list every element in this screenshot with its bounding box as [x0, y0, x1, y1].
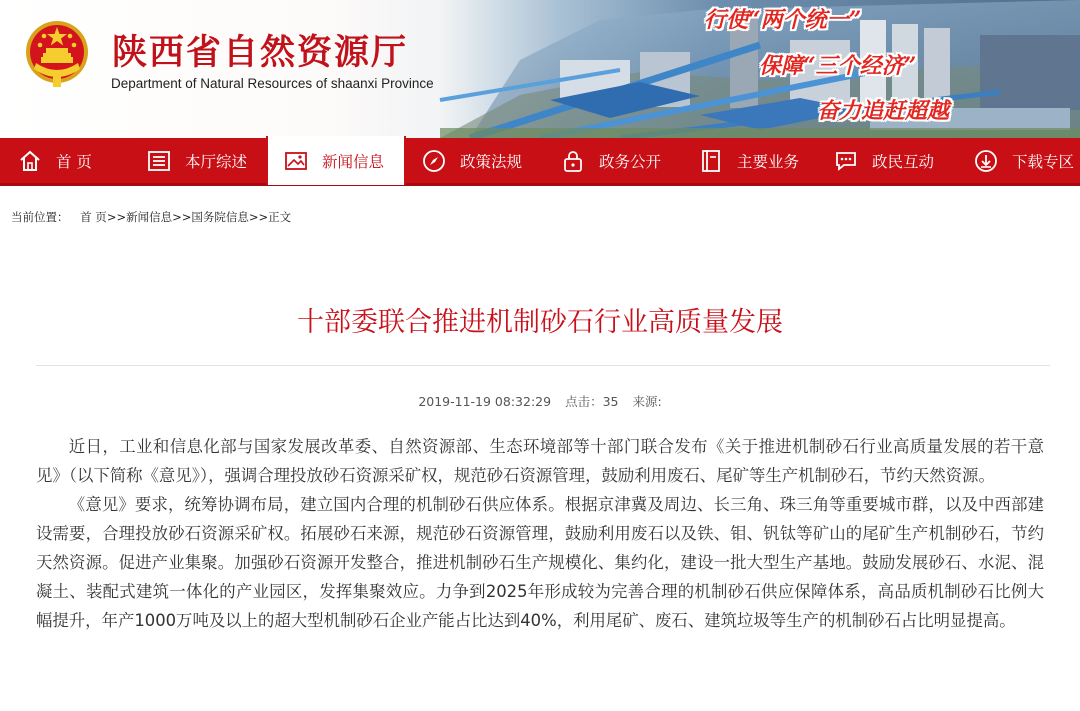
site-subtitle: Department of Natural Resources of shaanxi Province [111, 76, 434, 91]
nav-label-policy: 政策法规 [460, 152, 523, 171]
nav-item-home[interactable] [18, 138, 92, 183]
list-icon [147, 149, 171, 173]
nav-label-overview: 本厅综述 [185, 152, 248, 171]
download-icon [974, 149, 998, 173]
nav-label-news: 新闻信息 [322, 152, 385, 171]
breadcrumb-news-link[interactable]: 新闻信息 [126, 210, 173, 224]
article-paragraph: 《意见》要求，统筹协调布局，建立国内合理的机制砂石供应体系。根据京津冀及周边、长三角、珠三角等重要城市群，以及中西部建设需要，合理投放砂石资源采矿权。拓展砂石来源，规范砂石资源管理，鼓励利用废石以及铁、钼、钒钛等矿山的尾矿生产机制砂石，节约天然资源。促进产业集聚。加强砂石资源开发整合，推进机制砂石生产规模化、集约化，建设一批大型生产基地。鼓励发展砂石、水泥、混凝土、装配式建筑一体化的产业园区，发挥集聚效应。力争到2025年形成较为完善合理的机制砂石供应保障体系，高品质机制砂石比例大幅提升，年产1000万吨及以上的超大型机制砂石企业产能占比达到40%，利用尾矿、废石、建筑垃圾等生产的机制砂石占比明显提高。 [36, 495, 1044, 630]
article-meta [0, 392, 1080, 410]
slogan-line-3: 奋力追赶超越 [817, 98, 950, 124]
nav-item-overview[interactable] [147, 138, 247, 183]
title-divider [36, 365, 1050, 366]
breadcrumb-separator: >> [172, 210, 192, 224]
site-header [0, 0, 1080, 138]
clicks-count: 35 [602, 394, 619, 409]
article-paragraph: 近日，工业和信息化部与国家发展改革委、自然资源部、生态环境部等十部门联合发布《关于推进机制砂石行业高质量发展的若干意见》（以下简称《意见》），强调合理投放砂石资源采矿权，规范砂石资源管理，鼓励利用废石、尾矿等生产机制砂石，节约天然资源。 [36, 437, 1044, 485]
article-clicks [565, 394, 618, 409]
nav-label-business: 主要业务 [737, 152, 800, 171]
slogan-line-1: 行使“两个统一” [704, 7, 862, 33]
compass-icon [422, 149, 446, 173]
breadcrumb-state-council-link[interactable]: 国务院信息 [191, 210, 249, 224]
article-date: 2019-11-19 08:32:29 [418, 394, 552, 409]
book-icon [699, 149, 723, 173]
nav-label-home: 首 页 [56, 152, 92, 171]
slogan-line-2: 保障“三个经济” [759, 53, 917, 79]
main-navigation [0, 138, 1080, 186]
nav-label-gov-affairs: 政务公开 [599, 152, 662, 171]
article-title: 十部委联合推进机制砂石行业高质量发展 [297, 307, 783, 338]
site-title: 陕西省自然资源厅 [112, 33, 409, 73]
chat-icon [834, 149, 858, 173]
nav-item-gov-affairs[interactable] [561, 138, 661, 183]
nav-item-interaction[interactable] [834, 138, 934, 183]
nav-label-download: 下载专区 [1012, 152, 1075, 171]
nav-item-download[interactable] [974, 138, 1074, 183]
home-icon [18, 149, 42, 173]
breadcrumb-separator: >> [106, 210, 127, 224]
breadcrumb [11, 209, 291, 225]
breadcrumb-current: 正文 [268, 210, 292, 224]
nav-item-policy[interactable] [422, 138, 522, 183]
national-emblem-icon [24, 19, 90, 89]
article-body [36, 432, 1044, 635]
lock-icon [561, 149, 585, 173]
breadcrumb-separator: >> [248, 210, 269, 224]
image-icon [284, 149, 308, 173]
article-source-label: 来源: [632, 394, 662, 409]
clicks-label: 点击： [565, 394, 603, 409]
nav-label-interaction: 政民互动 [872, 152, 935, 171]
breadcrumb-prefix: 当前位置： [11, 210, 69, 224]
nav-item-business[interactable] [699, 138, 799, 183]
nav-item-news[interactable] [266, 136, 406, 185]
breadcrumb-home-link[interactable]: 首 页 [80, 210, 107, 224]
